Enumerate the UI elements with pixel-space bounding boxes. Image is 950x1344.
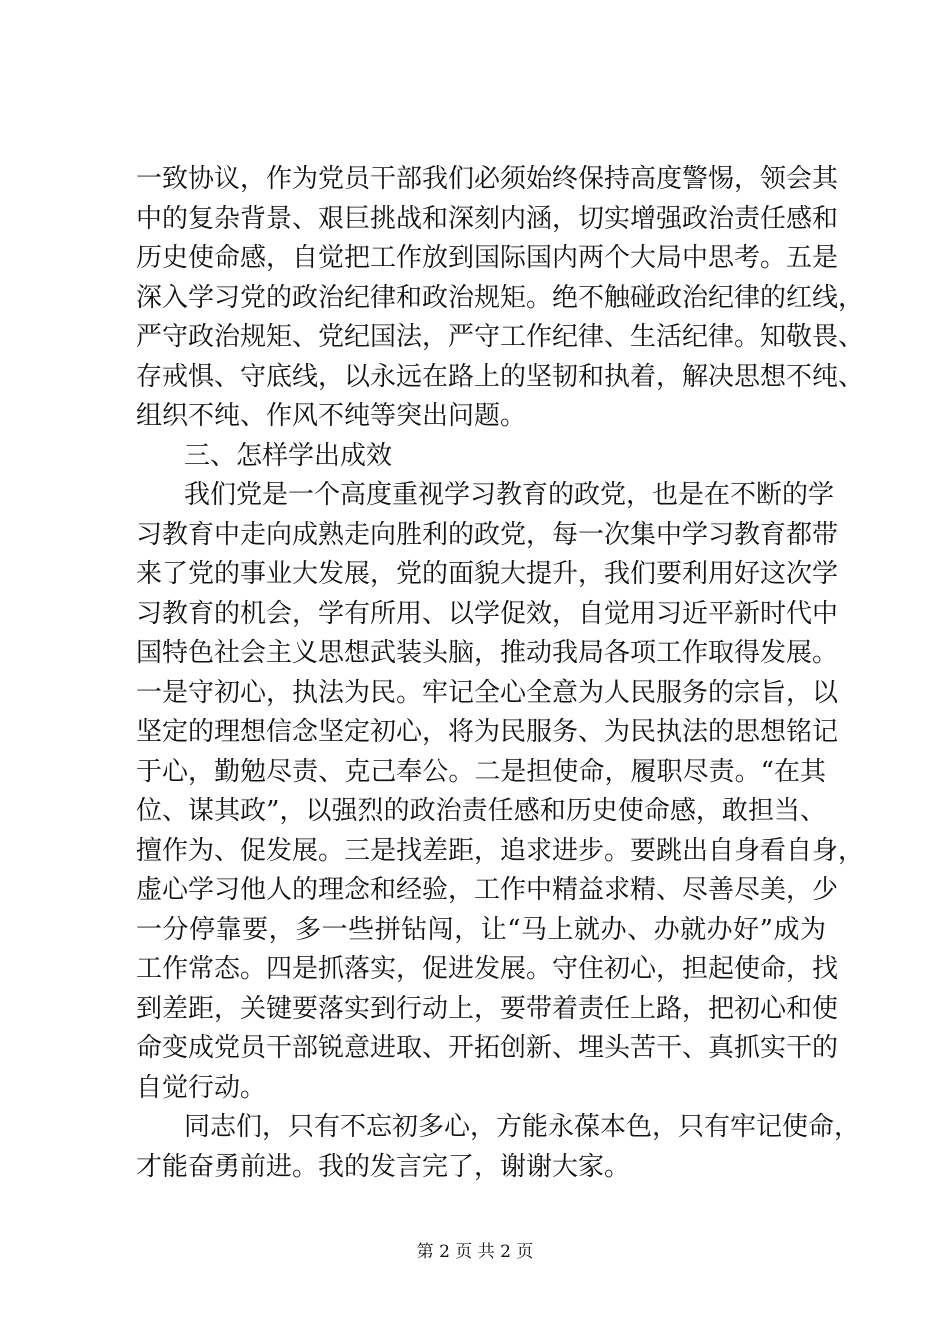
document-body [136,160,865,1187]
paragraph [136,476,865,1108]
text-line: 习教育的机会，学有所用、以学促效，自觉用习近平新时代中 [136,598,839,629]
text-line: 擅作为、促发展。三是找差距，追求进步。要跳出自身看自身， [136,835,865,866]
text-line: 同志们，只有不忘初多心，方能永葆本色，只有牢记使命， [184,1112,861,1142]
text-line: 来了党的事业大发展，党的面貌大提升，我们要利用好这次学 [136,559,839,589]
text-line: 工作常态。四是抓落实，促进发展。守住初心，担起使命，找 [136,954,839,984]
text-line: 国特色社会主义思想武装头脑，推动我局各项工作取得发展。 [136,638,839,668]
text-line: 历史使命感，自觉把工作放到国际国内两个大局中思考。五是 [136,243,839,273]
text-line: 一致协议，作为党员干部我们必须始终保持高度警惕，领会其 [136,164,839,194]
text-line: 才能奋勇前进。我的发言完了，谢谢大家。 [136,1151,631,1182]
text-line: 到差距，关键要落实到行动上，要带着责任上路，把初心和使 [136,993,839,1024]
text-line: 深入学习党的政治纪律和政治规矩。绝不触碰政治纪律的红线， [136,282,865,313]
text-line: 存戒惧、守底线，以永远在路上的坚韧和执着，解决思想不纯、 [136,361,865,392]
text-line: 于心，勤勉尽责、克己奉公。二是担使命，履职尽责。“在其 [136,756,826,787]
text-line: 习教育中走向成熟走向胜利的政党，每一次集中学习教育都带 [136,519,839,550]
text-line: 命变成党员干部锐意进取、开拓创新、埋头苦干、真抓实干的 [136,1033,839,1063]
paragraph [136,160,865,437]
text-line: 三、怎样学出成效 [184,440,393,471]
text-line: 组织不纯、作风不纯等突出问题。 [136,401,527,431]
paragraph [136,437,826,477]
page-footer: 第 2 页 共 2 页 [416,1242,534,1262]
text-line: 严守政治规矩、党纪国法，严守工作纪律、生活纪律。知敬畏、 [136,322,865,352]
text-line: 自觉行动。 [136,1072,267,1103]
paragraph [136,1108,861,1187]
text-line: 位、谋其政”，以强烈的政治责任感和历史使命感，敢担当、 [136,796,826,826]
text-line: 一是守初心，执法为民。牢记全心全意为人民服务的宗旨，以 [136,677,839,708]
text-line: 一分停靠要，多一些拼钻闯，让“马上就办、办就办好”成为 [136,914,826,945]
text-line: 我们党是一个高度重视学习教育的政党，也是在不断的学 [184,480,835,510]
text-line: 中的复杂背景、艰巨挑战和深刻内涵，切实增强政治责任感和 [136,203,839,234]
text-line: 虚心学习他人的理念和经验，工作中精益求精、尽善尽美，少 [136,875,839,905]
text-line: 坚定的理想信念坚定初心，将为民服务、为民执法的思想铭记 [136,717,839,747]
